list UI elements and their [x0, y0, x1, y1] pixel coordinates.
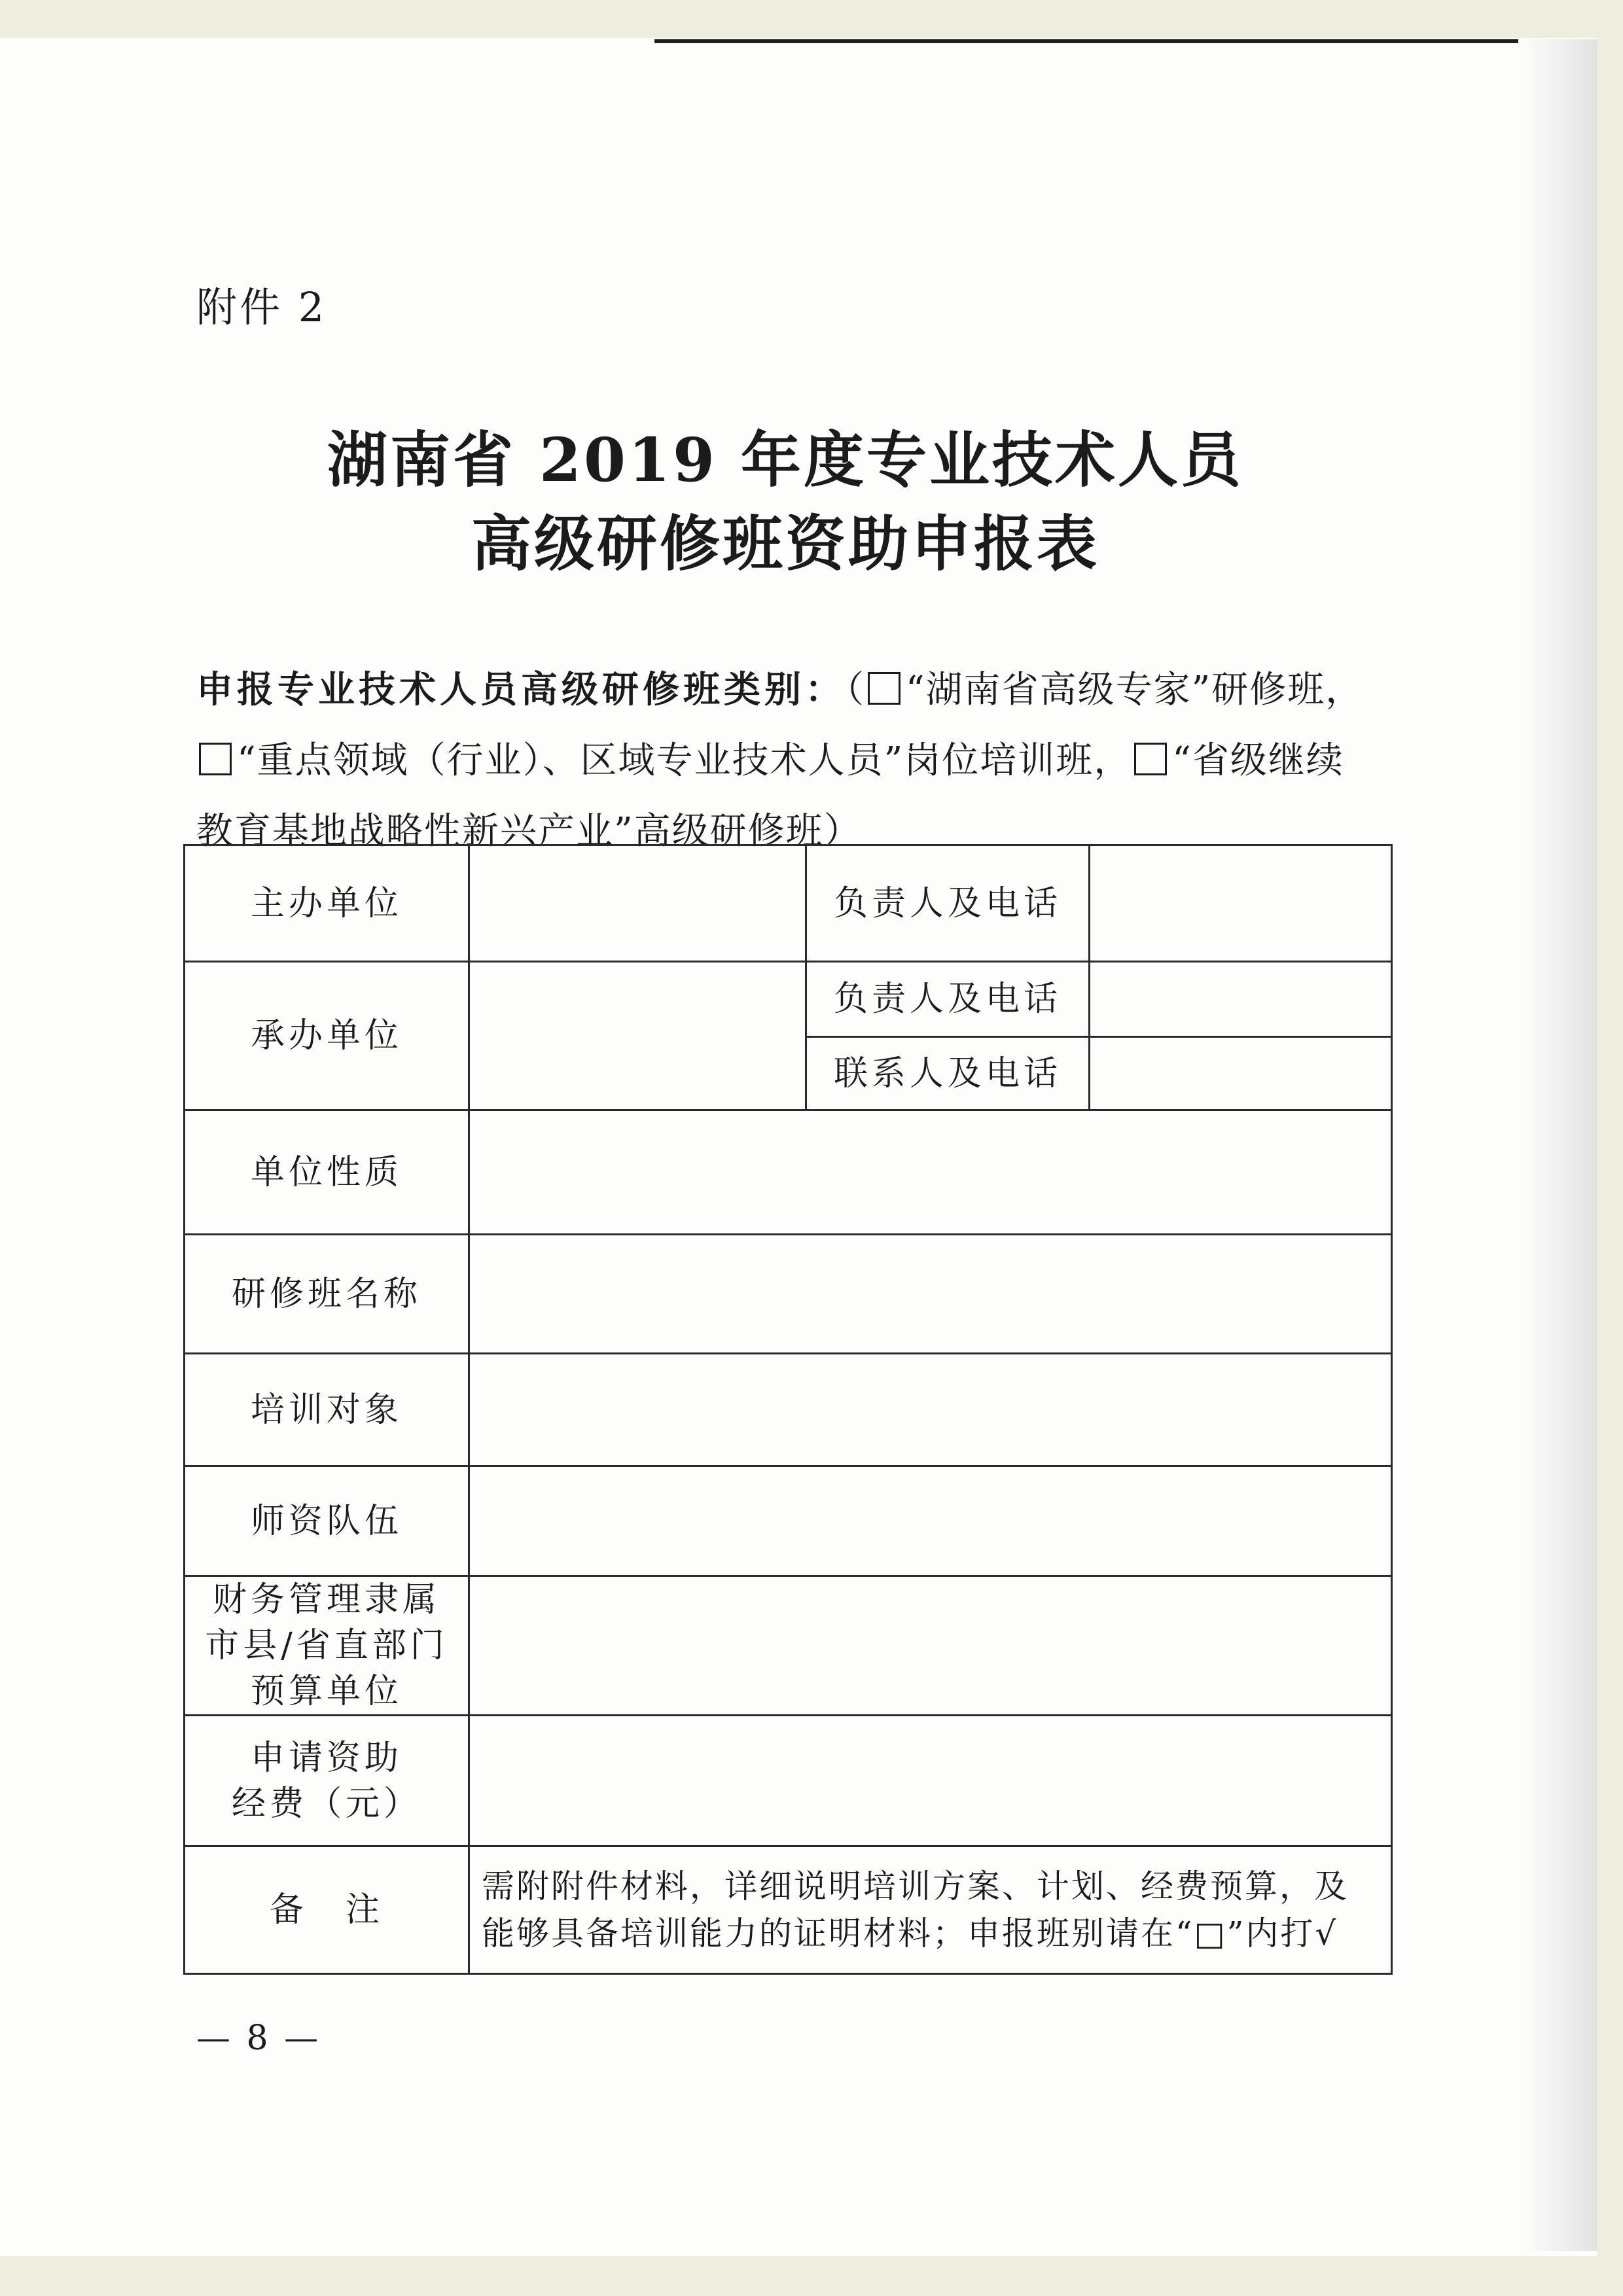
category-label: 申报专业技术人员高级研修班类别：	[196, 668, 846, 711]
host-unit-label: 主办单位	[185, 845, 469, 962]
option1-label: “湖南省高级专家”研修班，	[906, 669, 1364, 711]
trainees-label: 培训对象	[185, 1354, 469, 1466]
scan-shadow	[1518, 39, 1597, 2251]
faculty-label: 师资队伍	[185, 1466, 469, 1576]
scan-edge-line	[654, 39, 1597, 43]
close-paren: ）	[823, 810, 862, 853]
remarks-label: 备 注	[185, 1846, 469, 1974]
host-contact-field[interactable]	[1090, 845, 1392, 962]
page-number: — 8 —	[196, 2019, 321, 2058]
finance-field[interactable]	[469, 1576, 1392, 1716]
finance-label-line3: 预算单位	[250, 1672, 402, 1711]
funding-label-line2: 经费（元）	[231, 1784, 421, 1824]
organizer-unit-label: 承办单位	[185, 962, 469, 1110]
option3-label: “省级继续教育基地战略性新兴产业”高级研修班	[196, 739, 1344, 853]
trainees-field[interactable]	[469, 1354, 1392, 1466]
finance-label-line1: 财务管理隶属	[212, 1580, 440, 1619]
option2-label: “重点领域（行业）、区域专业技术人员”岗位培训班，	[237, 739, 1132, 782]
organizer-liaison-label: 联系人及电话	[806, 1037, 1090, 1110]
checkbox-option3[interactable]	[1134, 743, 1167, 775]
annex-label: 附件 2	[196, 283, 327, 331]
organizer-unit-field[interactable]	[469, 962, 806, 1110]
finance-label	[185, 1576, 469, 1716]
organizer-head-field[interactable]	[1090, 962, 1392, 1037]
class-name-field[interactable]	[469, 1235, 1392, 1354]
checkbox-option2[interactable]	[199, 743, 232, 775]
application-table	[183, 844, 1393, 1975]
funding-label-line1: 申请资助	[250, 1738, 402, 1778]
unit-nature-label: 单位性质	[185, 1110, 469, 1235]
unit-nature-field[interactable]	[469, 1110, 1392, 1235]
finance-label-line2: 市县/省直部门	[205, 1626, 448, 1665]
class-name-label: 研修班名称	[185, 1235, 469, 1354]
host-contact-label: 负责人及电话	[806, 845, 1090, 962]
organizer-liaison-field[interactable]	[1090, 1037, 1392, 1110]
remarks-text: 需附附件材料，详细说明培训方案、计划、经费预算，及能够具备培训能力的证明材料；申报班别请在“□”内打√	[469, 1846, 1392, 1974]
host-unit-field[interactable]	[469, 845, 806, 962]
faculty-field[interactable]	[469, 1466, 1392, 1576]
open-paren: （	[846, 669, 865, 711]
title-line-2: 高级研修班资助申报表	[471, 508, 1099, 579]
category-section	[196, 654, 1381, 867]
organizer-head-label: 负责人及电话	[806, 962, 1090, 1037]
checkbox-option1[interactable]	[868, 672, 901, 705]
title-line-1: 湖南省 2019 年度专业技术人员	[327, 425, 1244, 495]
funding-field[interactable]	[469, 1716, 1392, 1846]
funding-label	[185, 1716, 469, 1846]
